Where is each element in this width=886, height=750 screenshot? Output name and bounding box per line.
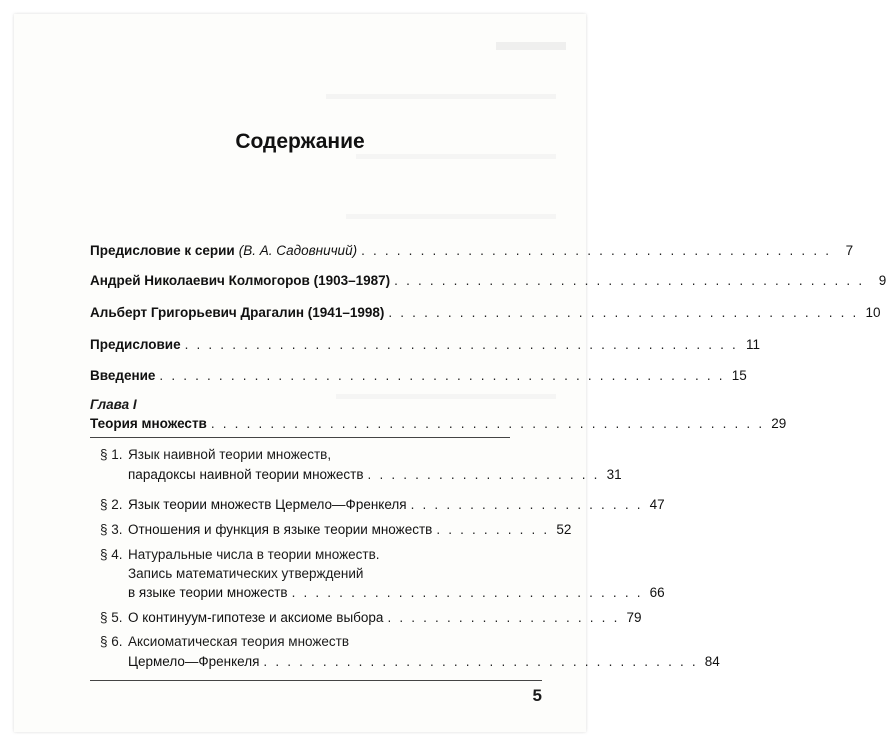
section-entry <box>128 466 622 484</box>
chapter-page: 29 <box>771 416 787 431</box>
section-entry <box>128 584 665 602</box>
chapter-label: Глава I <box>90 397 137 412</box>
entry-title: Андрей Николаевич Колмогоров (1903–1987) <box>90 273 391 288</box>
toc-entry <box>90 272 886 290</box>
section-line: Натуральные числа в теории множеств. <box>128 547 380 562</box>
section-entry <box>128 609 642 627</box>
bleed-through-decoration <box>496 42 566 50</box>
bleed-through-decoration <box>336 394 556 399</box>
entry-page: 10 <box>865 305 881 320</box>
leader-dots: . . . . . . . . . . . . . . . . . . . . . . . . . . . . . . . . . . . . . . . . . . . . . . . . <box>159 368 725 383</box>
leader-dots: . . . . . . . . . . . . . . . . . . . . <box>410 497 643 512</box>
entry-page: 9 <box>878 273 886 288</box>
leader-dots: . . . . . . . . . . . . . . . . . . . . . . . . . . . . . . . . . . . . . . . . <box>394 273 865 288</box>
section-page: 84 <box>704 654 720 669</box>
section-line: Отношения и функция в языке теории множеств <box>128 522 433 537</box>
section-number: § 4. <box>100 547 123 562</box>
entry-title: Введение <box>90 368 156 383</box>
leader-dots: . . . . . . . . . . . . . . . . . . . . . . . . . . . . . . . . . . . . . . . . . . . . . . . <box>210 416 765 431</box>
section-line: в языке теории множеств <box>128 585 288 600</box>
page-title: Содержание <box>235 130 365 153</box>
section-line: Цермело—Френкеля <box>128 654 260 669</box>
toc-entry <box>90 367 747 385</box>
leader-dots: . . . . . . . . . . . . . . . . . . . . . . . . . . . . . . . . . . . . . . . . <box>361 243 832 258</box>
entry-page: 15 <box>731 368 747 383</box>
section-line: О континуум-гипотезе и аксиоме выбора <box>128 610 384 625</box>
chapter-title: Теория множеств <box>90 416 207 431</box>
section-page: 66 <box>649 585 665 600</box>
bleed-through-decoration <box>346 214 556 219</box>
bleed-through-decoration <box>356 154 556 159</box>
entry-page: 11 <box>746 337 761 352</box>
toc-entry <box>90 304 881 322</box>
section-line: Аксиоматическая теория множеств <box>128 634 350 649</box>
bleed-through-decoration <box>326 94 556 99</box>
toc-entry <box>90 336 761 354</box>
section-entry <box>128 521 572 539</box>
entry-title: Предисловие <box>90 337 181 352</box>
section-line: Язык теории множеств Цермело—Френкеля <box>128 497 407 512</box>
chapter-underline <box>90 437 510 438</box>
section-page: 52 <box>556 522 572 537</box>
section-number: § 6. <box>100 634 123 649</box>
leader-dots: . . . . . . . . . . . . . . . . . . . . . . . . . . . . . . . . . . . . . . . . <box>388 305 859 320</box>
section-page: 31 <box>606 467 622 482</box>
leader-dots: . . . . . . . . . . . . . . . . . . . . . . . . . . . . . . . . . . . . . . . . . . . . . . . <box>184 337 739 352</box>
section-number: § 3. <box>100 522 123 537</box>
page-number: 5 <box>532 686 542 705</box>
section-number: § 1. <box>100 447 123 462</box>
section-line: Язык наивной теории множеств, <box>128 447 332 462</box>
section-entry <box>128 653 720 671</box>
leader-dots: . . . . . . . . . . <box>436 522 550 537</box>
entry-author: (В. А. Садовничий) <box>238 243 358 258</box>
section-page: 79 <box>626 610 642 625</box>
chapter-entry <box>90 415 787 433</box>
section-page: 47 <box>649 497 665 512</box>
leader-dots: . . . . . . . . . . . . . . . . . . . . <box>367 467 600 482</box>
section-line: парадоксы наивной теории множеств <box>128 467 364 482</box>
section-number: § 5. <box>100 610 123 625</box>
section-number: § 2. <box>100 497 123 512</box>
section-entry <box>128 496 665 514</box>
leader-dots: . . . . . . . . . . . . . . . . . . . . . . . . . . . . . . <box>291 585 643 600</box>
leader-dots: . . . . . . . . . . . . . . . . . . . . . . . . . . . . . . . . . . . . . <box>263 654 698 669</box>
book-page <box>14 14 886 732</box>
entry-title: Альберт Григорьевич Драгалин (1941–1998) <box>90 305 385 320</box>
footer-rule <box>90 680 542 681</box>
leader-dots: . . . . . . . . . . . . . . . . . . . . <box>387 610 620 625</box>
entry-title: Предисловие к серии <box>90 243 235 258</box>
entry-page: 7 <box>845 243 854 258</box>
section-line: Запись математических утверждений <box>128 566 364 581</box>
toc-entry <box>90 242 854 260</box>
